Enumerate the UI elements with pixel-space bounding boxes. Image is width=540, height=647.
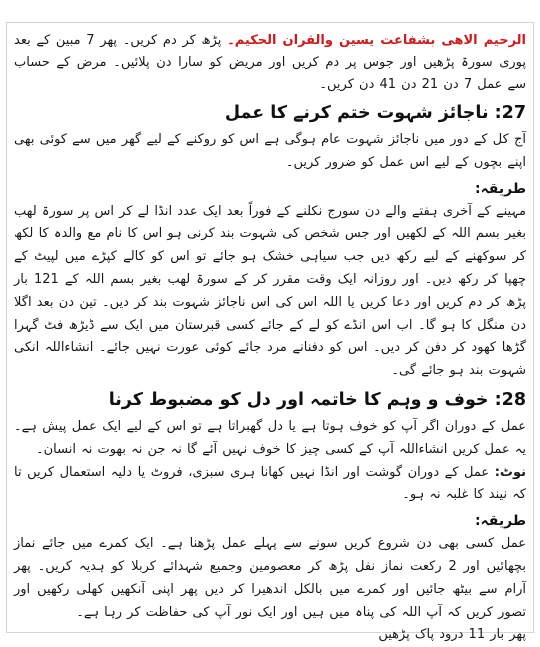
document-content	[14, 30, 526, 647]
section-28-paragraph: عمل کے دوران اگر آپ کو خوف ہوتا ہے یا دل گھبراتا ہے تو اس کے لیے ایک عمل پیش ہے۔ یہ عمل کریں انشاءاللہ آپ کے کسی چیز کا خوف نہیں آئے گا نہ جن نہ بھوت نہ انسان۔	[14, 418, 526, 457]
intro-highlight: الرحیم الاھی بشفاعت یسین والقران الحکیم۔	[227, 33, 526, 48]
section-27-heading: 27: ناجائز شہوت ختم کرنے کا عمل	[224, 103, 526, 123]
note-label: نوٹ:	[494, 464, 526, 480]
section-28-method-label: طریقہ:	[474, 513, 526, 530]
intro-paragraph	[14, 30, 526, 96]
section-27-method-label: طریقہ:	[474, 180, 526, 197]
section-27-method-text: مہینے کے آخری ہفتے والے دن سورج نکلنے کے فوراً بعد ایک عدد انڈا لے کر اس پر سورۃ لھب بغیر بسم اللہ کے لکھیں اور جس شخص کی شہوت بند کرنی ہو اس کا نام مع والدہ کا لکھ کر سوکھنے کے لیے رکھ دیں جب سیاہی خشک ہو جائے تو اس کو کالے کپڑے میں لپیٹ کے چھپا کر رکھ دیں۔ اور روزانہ ایک وقت مقرر کر کے سورۃ لھب بغیر بسم اللہ کے 121 بار پڑھ کر دم کریں اور دعا کریں یا اللہ اس کی اس ناجائز شہوت بند کر دیں۔ تین دن بعد اگلا دن منگل کا ہو گا۔ اب اس انڈے کو لے کے جائے کسی قبرستان میں ایک سے ڈیڑھ فٹ گہرا گڑھا کھود کر دفن کر دیں۔ اس کو دفنانے مرد جائے کوئی عورت نہیں جائے۔ انشاءاللہ انکی شہوت بند ہو جائے گی۔	[14, 203, 526, 379]
section-28-method-text: عمل کسی بھی دن شروع کریں سونے سے پہلے عمل پڑھنا ہے۔ ایک کمرے میں جائے نماز بچھائیں اور 2 رکعت نماز نفل پڑھ کر معصومین وجمیع شہدائے کربلا کو ہدیہ کریں۔ پھر آرام سے بیٹھ جائیں اور کمرے میں بالکل اندھیرا کر دیں پھر اپنی آنکھیں کھلی رکھیں اور تصور کریں کہ آپ اللہ کی پناہ میں ہیں اور ایک نور آپ کی حفاظت کر رہا ہے۔	[14, 536, 526, 620]
intro-text: پڑھ کر دم کریں۔ پھر 7 مبین کے بعد پوری سورۃ پڑھیں اور جوس پر دم کریں اور مریض کو سارا دن پلائیں۔ مرض کے حساب سے عمل 7 دن 21 دن 41 دن کریں۔	[14, 33, 526, 92]
section-28-heading: 28: خوف و وہم کا خاتمہ اور دل کو مضبوط کرنا	[108, 389, 526, 410]
note-text: عمل کے دوران گوشت اور انڈا نہیں کھانا ہری سبزی، فروٹ یا دلیہ استعمال کریں تا کہ نیند کا غلبہ نہ ہو۔	[14, 464, 526, 503]
section-28-closing: پھر بار 11 درود پاک پڑھیں	[378, 627, 526, 643]
section-28-note	[14, 462, 526, 508]
section-27-paragraph: آج کل کے دور میں ناجائز شہوت عام ہوگی ہے اس کو روکنے کے لیے گھر میں سے کوئی بھی اپنے بچوں کے لیے اس عمل کو ضرور کریں۔	[14, 132, 526, 170]
